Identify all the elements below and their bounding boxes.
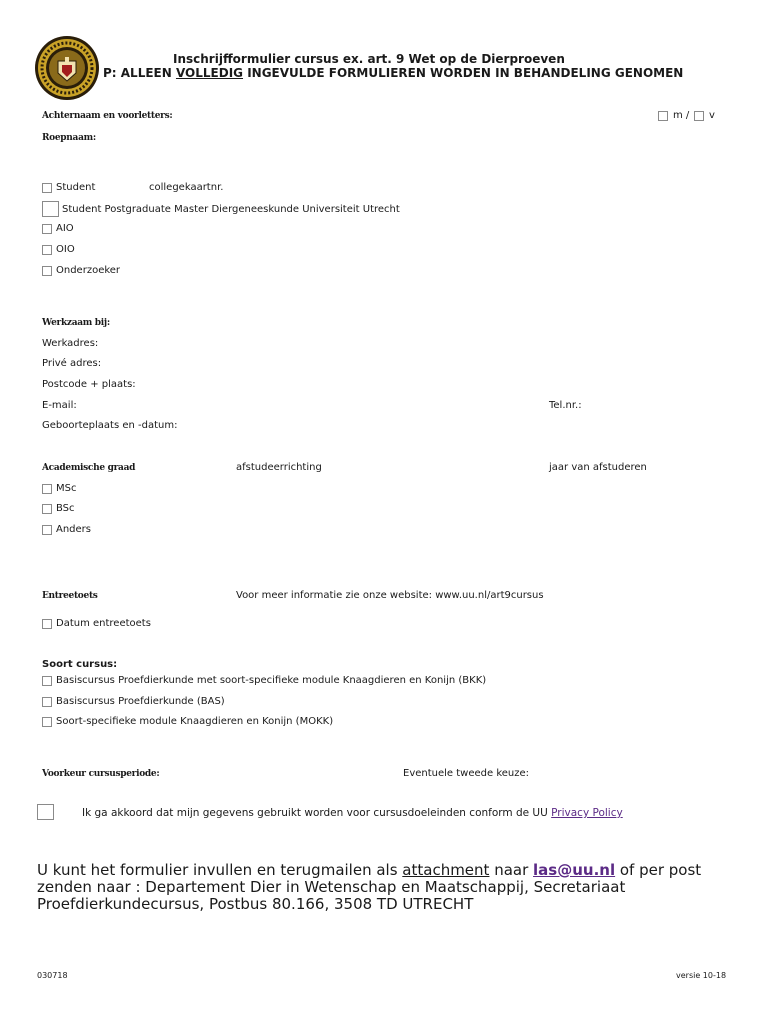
student-card-label: collegekaartnr.	[149, 182, 224, 193]
name-label: Achternaam en voorletters:	[42, 111, 173, 121]
instructions-part-1: U kunt het formulier invullen en terugmailen als	[37, 861, 403, 879]
course-bas-label: Basiscursus Proefdierkunde (BAS)	[56, 696, 225, 707]
course-mokk-checkbox[interactable]	[42, 717, 52, 727]
aio-checkbox[interactable]	[42, 224, 52, 234]
footer-code: 030718	[37, 971, 68, 980]
attachment-word: attachment	[402, 861, 490, 879]
consent-checkbox[interactable]	[37, 804, 54, 820]
home-address-label: Privé adres:	[42, 358, 102, 369]
postcode-label: Postcode + plaats:	[42, 379, 136, 390]
bsc-label: BSc	[56, 503, 75, 514]
period-second-label: Eventuele tweede keuze:	[403, 768, 530, 779]
other-degree-label: Anders	[56, 524, 91, 535]
postgraduate-checkbox[interactable]	[42, 201, 59, 217]
other-degree-checkbox[interactable]	[42, 525, 52, 535]
work-address-label: Werkadres:	[42, 338, 99, 349]
period-preference-label: Voorkeur cursusperiode:	[42, 769, 160, 779]
msc-label: MSc	[56, 483, 77, 494]
student-label: Student	[56, 182, 96, 193]
subtitle-suffix: INGEVULDE FORMULIEREN WORDEN IN BEHANDELING GENOMEN	[243, 66, 684, 80]
form-title: Inschrijfformulier cursus ex. art. 9 Wet op de Dierproeven	[173, 52, 565, 66]
gender-v-checkbox[interactable]	[694, 111, 704, 121]
instructions-line-2: zenden naar : Departement Dier in Wetenschap en Maatschappij, Secretariaat	[37, 878, 626, 896]
degree-label: Academische graad	[42, 463, 136, 473]
privacy-policy-link[interactable]: Privacy Policy	[551, 807, 623, 819]
employer-label: Werkzaam bij:	[42, 318, 110, 328]
phone-label: Tel.nr.:	[549, 400, 582, 411]
gender-v-label: v	[709, 110, 715, 121]
email-link[interactable]: las@uu.nl	[533, 861, 616, 879]
postgraduate-label: Student Postgraduate Master Diergeneeskunde Universiteit Utrecht	[62, 204, 400, 215]
instructions-part-3: of per post	[615, 861, 702, 879]
course-bkk-checkbox[interactable]	[42, 676, 52, 686]
instructions-line-3: Proefdierkundecursus, Postbus 80.166, 3508 TD UTRECHT	[37, 895, 474, 913]
msc-checkbox[interactable]	[42, 484, 52, 494]
gender-m-checkbox[interactable]	[658, 111, 668, 121]
entrance-label: Entreetoets	[42, 591, 98, 601]
footer-version: versie 10-18	[676, 971, 727, 980]
degree-field-label: afstudeerrichting	[236, 462, 322, 473]
course-bkk-label: Basiscursus Proefdierkunde met soort-specifieke module Knaagdieren en Konijn (BKK)	[56, 675, 487, 686]
form-subtitle	[103, 66, 683, 80]
bsc-checkbox[interactable]	[42, 504, 52, 514]
firstname-label: Roepnaam:	[42, 133, 96, 143]
oio-checkbox[interactable]	[42, 245, 52, 255]
entrance-info: Voor meer informatie zie onze website: www.uu.nl/art9cursus	[236, 590, 544, 601]
consent-text	[82, 807, 623, 819]
course-mokk-label: Soort-specifieke module Knaagdieren en Konijn (MOKK)	[56, 716, 334, 727]
entrance-date-label: Datum entreetoets	[56, 618, 151, 629]
instructions-line-1	[37, 862, 701, 879]
gender-m-label: m /	[673, 110, 690, 121]
consent-text-body: Ik ga akkoord dat mijn gegevens gebruikt worden voor cursusdoeleinden conform de UU	[82, 807, 552, 819]
oio-label: OIO	[56, 244, 75, 255]
researcher-label: Onderzoeker	[56, 265, 121, 276]
course-bas-checkbox[interactable]	[42, 697, 52, 707]
instructions-part-2: naar	[489, 861, 534, 879]
degree-year-label: jaar van afstuderen	[549, 462, 647, 473]
researcher-checkbox[interactable]	[42, 266, 52, 276]
student-checkbox[interactable]	[42, 183, 52, 193]
email-label: E-mail:	[42, 400, 77, 411]
subtitle-emphasis: VOLLEDIG	[175, 66, 244, 80]
course-label: Soort cursus:	[42, 659, 118, 670]
entrance-date-checkbox[interactable]	[42, 619, 52, 629]
birth-label: Geboorteplaats en -datum:	[42, 420, 178, 431]
aio-label: AIO	[56, 223, 74, 234]
university-seal-logo	[34, 35, 100, 101]
subtitle-prefix: P: ALLEEN	[103, 66, 176, 80]
